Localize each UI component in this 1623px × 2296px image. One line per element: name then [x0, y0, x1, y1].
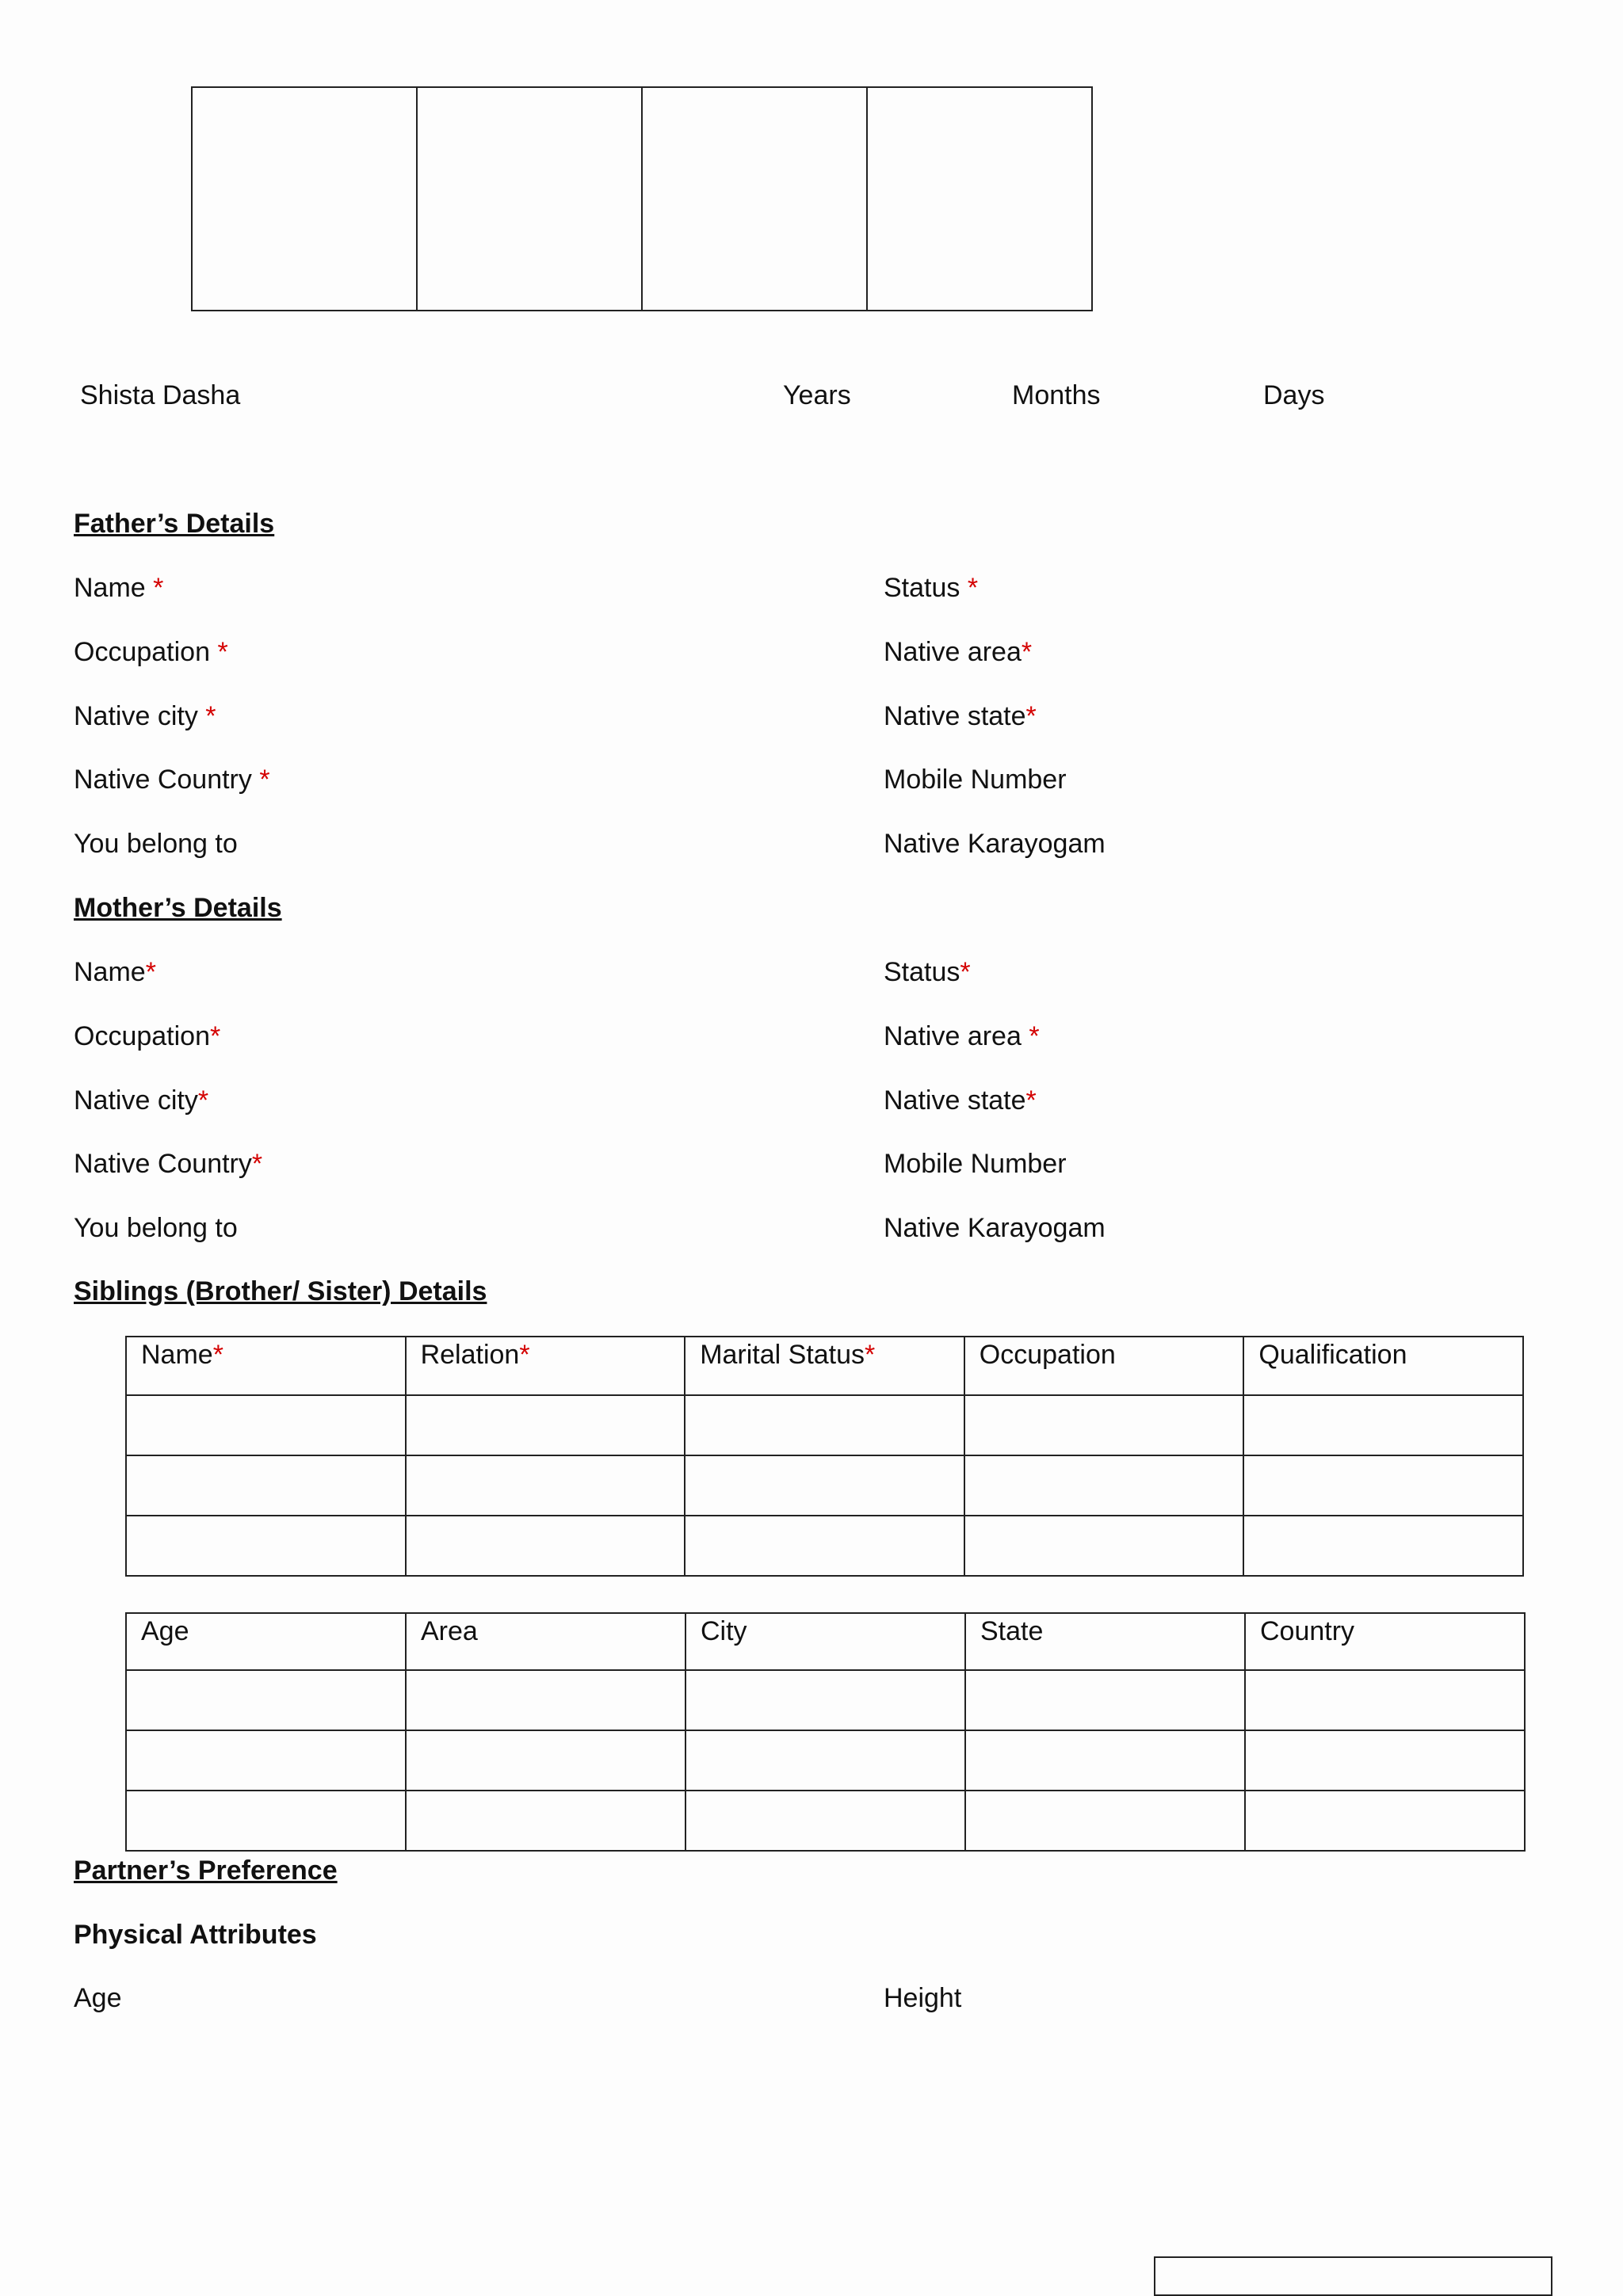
siblings-details-heading: Siblings (Brother/ Sister) Details: [74, 1276, 487, 1306]
father-occupation-label: Occupation *: [74, 637, 228, 667]
table-cell[interactable]: [126, 1516, 406, 1576]
table-cell[interactable]: [406, 1670, 685, 1730]
col-header-country: Country: [1245, 1613, 1525, 1670]
mother-belong-label: You belong to: [74, 1213, 238, 1243]
mother-native-state-label: Native state*: [884, 1085, 1037, 1116]
mothers-details-heading: Mother’s Details: [74, 893, 282, 923]
partner-age-label: Age: [74, 1983, 122, 2013]
mother-occupation-label: Occupation*: [74, 1021, 221, 1051]
table-cell[interactable]: [685, 1670, 965, 1730]
mother-status-label: Status*: [884, 957, 971, 987]
mother-native-country-label: Native Country*: [74, 1149, 263, 1179]
father-status-label: Status *: [884, 573, 979, 603]
table-row: [126, 1791, 1525, 1851]
table-cell[interactable]: [1243, 1395, 1523, 1455]
chart-cell[interactable]: [193, 88, 418, 310]
table-cell[interactable]: [685, 1395, 964, 1455]
siblings-table-2: [125, 1612, 1526, 1852]
col-header-area: Area: [406, 1613, 685, 1670]
col-header-relation: Relation*: [406, 1337, 685, 1395]
table-cell[interactable]: [964, 1455, 1244, 1516]
table-row: [126, 1730, 1525, 1791]
table-cell[interactable]: [685, 1455, 964, 1516]
father-name-label: Name *: [74, 573, 164, 603]
siblings-table-1: [125, 1336, 1524, 1577]
table-cell[interactable]: [1243, 1455, 1523, 1516]
table-cell[interactable]: [685, 1791, 965, 1851]
table-cell[interactable]: [126, 1791, 406, 1851]
table-cell[interactable]: [126, 1670, 406, 1730]
partner-height-label: Height: [884, 1983, 962, 2013]
table-cell[interactable]: [965, 1670, 1245, 1730]
col-header-qualification: Qualification: [1243, 1337, 1523, 1395]
table-cell[interactable]: [406, 1516, 685, 1576]
shista-dasha-label: Shista Dasha: [80, 380, 241, 410]
table-cell[interactable]: [126, 1395, 406, 1455]
table-row: [126, 1395, 1523, 1455]
years-label: Years: [783, 380, 851, 410]
mother-name-label: Name*: [74, 957, 156, 987]
mother-native-area-label: Native area *: [884, 1021, 1040, 1051]
table-row: [126, 1516, 1523, 1576]
table-cell[interactable]: [406, 1395, 685, 1455]
table-cell[interactable]: [1245, 1730, 1525, 1791]
mother-karayogam-label: Native Karayogam: [884, 1213, 1106, 1243]
table-cell[interactable]: [1245, 1670, 1525, 1730]
father-belong-label: You belong to: [74, 829, 238, 859]
father-native-area-label: Native area*: [884, 637, 1033, 667]
table-cell[interactable]: [964, 1516, 1244, 1576]
father-native-city-label: Native city *: [74, 701, 216, 731]
months-label: Months: [1012, 380, 1101, 410]
days-label: Days: [1263, 380, 1325, 410]
table-row: [126, 1670, 1525, 1730]
table-header-row: [126, 1337, 1523, 1395]
father-mobile-label: Mobile Number: [884, 765, 1067, 795]
table-cell[interactable]: [685, 1516, 964, 1576]
mother-mobile-label: Mobile Number: [884, 1149, 1067, 1179]
table-cell[interactable]: [406, 1791, 685, 1851]
col-header-name: Name*: [126, 1337, 406, 1395]
table-cell[interactable]: [126, 1730, 406, 1791]
table-cell[interactable]: [1245, 1791, 1525, 1851]
physical-attributes-heading: Physical Attributes: [74, 1920, 317, 1950]
chart-cell[interactable]: [868, 88, 1091, 310]
mother-native-city-label: Native city*: [74, 1085, 209, 1116]
father-native-country-label: Native Country *: [74, 765, 270, 795]
col-header-occupation: Occupation: [964, 1337, 1244, 1395]
table-cell[interactable]: [126, 1455, 406, 1516]
table-cell[interactable]: [964, 1395, 1244, 1455]
footer-box: [1154, 2256, 1552, 2296]
chart-cell[interactable]: [418, 88, 643, 310]
fathers-details-heading: Father’s Details: [74, 509, 275, 539]
table-cell[interactable]: [1243, 1516, 1523, 1576]
table-cell[interactable]: [965, 1791, 1245, 1851]
table-cell[interactable]: [406, 1730, 685, 1791]
table-cell[interactable]: [965, 1730, 1245, 1791]
col-header-marital-status: Marital Status*: [685, 1337, 964, 1395]
table-row: [126, 1455, 1523, 1516]
table-cell[interactable]: [685, 1730, 965, 1791]
horoscope-chart-grid: [191, 86, 1093, 311]
col-header-age: Age: [126, 1613, 406, 1670]
table-cell[interactable]: [406, 1455, 685, 1516]
father-native-state-label: Native state*: [884, 701, 1037, 731]
partners-preference-heading: Partner’s Preference: [74, 1855, 338, 1886]
table-header-row: [126, 1613, 1525, 1670]
col-header-state: State: [965, 1613, 1245, 1670]
col-header-city: City: [685, 1613, 965, 1670]
chart-cell[interactable]: [643, 88, 868, 310]
father-karayogam-label: Native Karayogam: [884, 829, 1106, 859]
